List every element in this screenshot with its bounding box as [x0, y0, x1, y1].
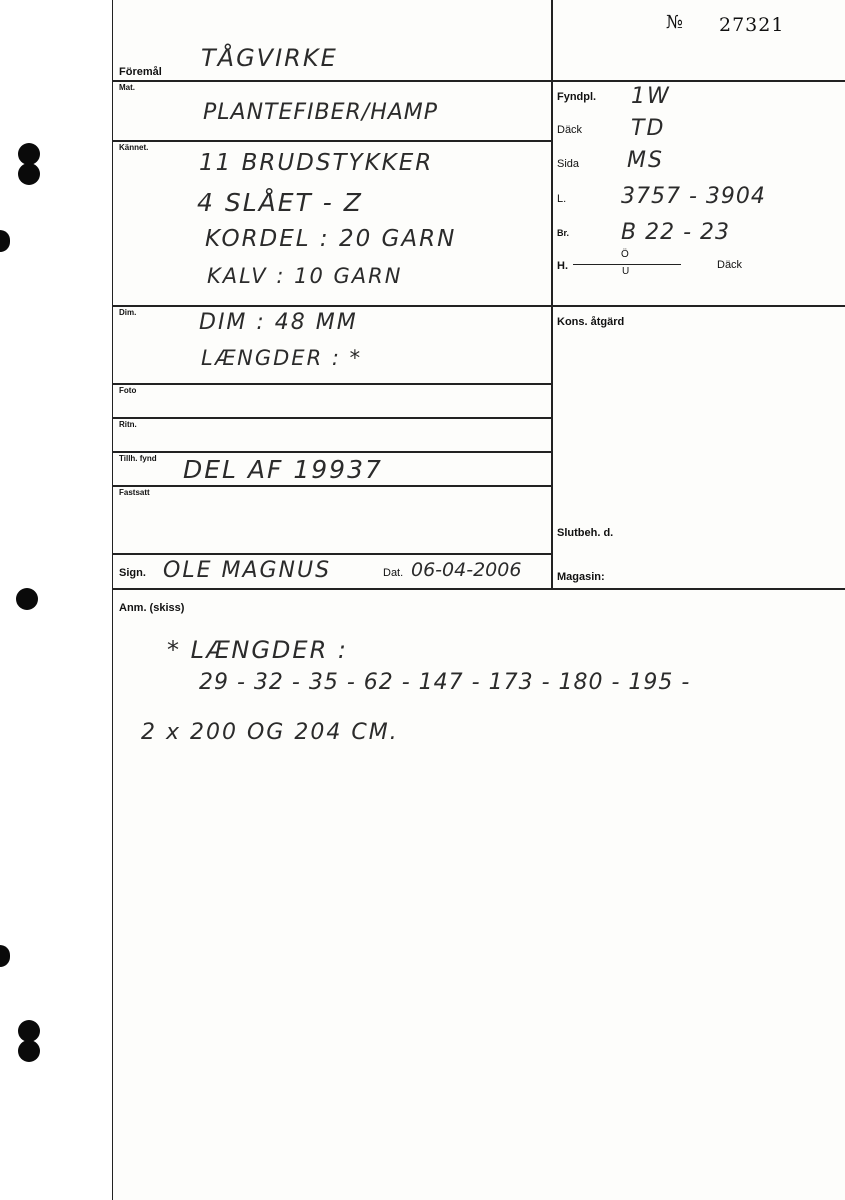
rule: [113, 305, 845, 307]
value-kannet-3: KORDEL : 20 GARN: [205, 226, 457, 252]
label-fyndpl: Fyndpl.: [557, 91, 597, 103]
punch-hole-6: [18, 1020, 40, 1042]
value-l: 3757 - 3904: [621, 184, 766, 209]
rule: [113, 140, 553, 142]
label-fastsatt: Fastsatt: [119, 488, 150, 497]
label-anm: Anm. (skiss): [119, 602, 185, 614]
value-kannet-4: KALV : 10 GARN: [207, 264, 403, 288]
punch-hole-4: [16, 588, 38, 610]
label-sida: Sida: [557, 158, 580, 170]
card-number-symbol: №: [666, 12, 684, 33]
label-foremal: Föremål: [119, 66, 162, 78]
value-sida: MS: [627, 148, 664, 173]
rule: [113, 553, 551, 555]
punch-hole-1: [18, 143, 40, 165]
label-ritn: Ritn.: [119, 420, 137, 429]
value-kannet-2: 4 SLÅET - Z: [197, 188, 363, 217]
punch-hole-3: [0, 230, 10, 252]
label-kons-atgard: Kons. åtgärd: [557, 316, 625, 328]
label-dack: Däck: [557, 124, 583, 136]
rule: [113, 383, 551, 385]
rule: [113, 80, 553, 82]
value-dat: 06-04-2006: [411, 559, 522, 581]
value-fyndpl: 1W: [631, 84, 671, 109]
label-tillh-fynd: Tillh. fynd: [119, 454, 157, 463]
value-tillh-fynd: DEL AF 19937: [183, 455, 383, 484]
label-kannet: Kännet.: [119, 143, 149, 152]
label-sign: Sign.: [119, 567, 146, 579]
rule: [113, 451, 551, 453]
label-slutbeh: Slutbeh. d.: [557, 527, 614, 539]
punch-hole-5: [0, 945, 10, 967]
value-dack: TD: [631, 116, 666, 141]
rule: [113, 485, 551, 487]
value-dim-2: LÆNGDER : *: [201, 346, 363, 370]
vertical-divider: [551, 0, 553, 588]
label-h-under: U: [622, 266, 630, 277]
label-l: L.: [557, 193, 567, 205]
label-dat: Dat.: [383, 567, 404, 579]
value-foremal: TÅGVIRKE: [201, 44, 338, 72]
rule: [553, 80, 845, 82]
label-h-dack: Däck: [717, 259, 743, 271]
value-sign: OLE MAGNUS: [163, 558, 332, 583]
label-dim: Dim.: [119, 308, 137, 317]
rule: [113, 588, 845, 590]
punch-hole-2: [18, 163, 40, 185]
value-mat: PLANTEFIBER/HAMP: [203, 100, 439, 125]
card-number: 27321: [719, 14, 785, 36]
value-anm-3: 2 x 200 OG 204 CM.: [141, 720, 399, 745]
label-h-over: Ö: [621, 249, 629, 260]
value-br: B 22 - 23: [621, 220, 730, 245]
label-mat: Mat.: [119, 83, 135, 92]
rule: [113, 417, 551, 419]
label-magasin: Magasin:: [557, 571, 605, 583]
index-card: [112, 0, 845, 1200]
value-anm-1: * LÆNGDER :: [167, 636, 348, 664]
label-br: Br.: [557, 228, 570, 238]
label-foto: Foto: [119, 386, 137, 395]
value-dim-1: DIM : 48 MM: [199, 310, 358, 335]
value-anm-2: 29 - 32 - 35 - 62 - 147 - 173 - 180 - 195 -: [199, 670, 691, 695]
label-h: H.: [557, 260, 568, 272]
value-kannet-1: 11 BRUDSTYKKER: [199, 150, 434, 176]
height-line: [573, 264, 681, 265]
punch-hole-7: [18, 1040, 40, 1062]
